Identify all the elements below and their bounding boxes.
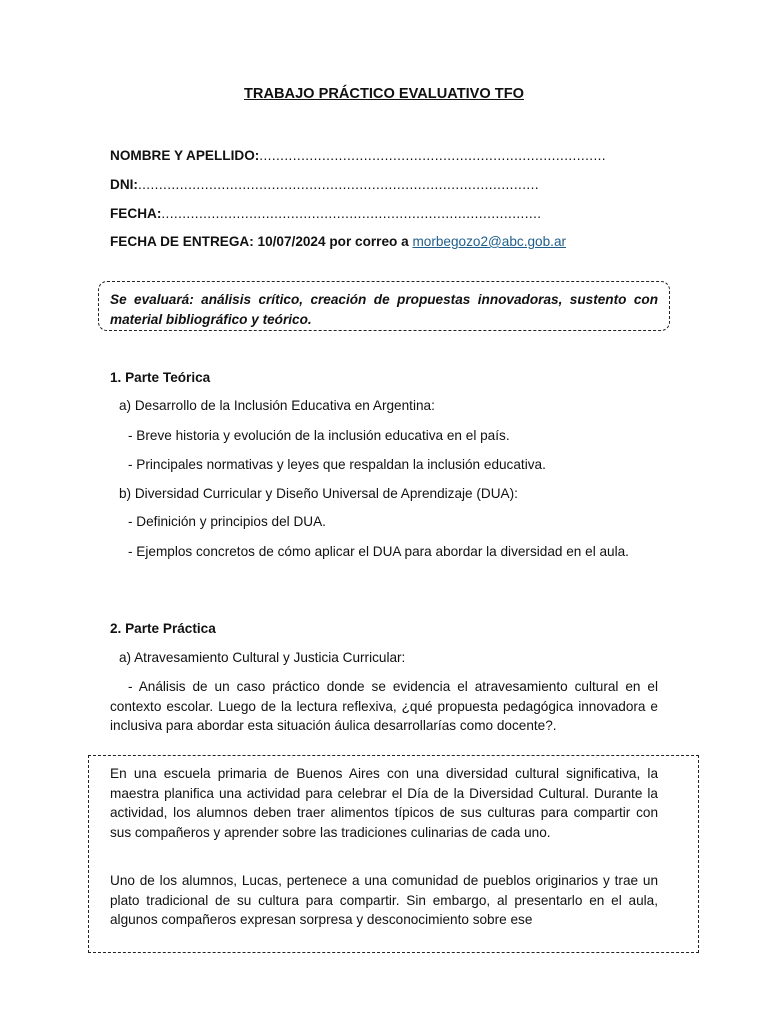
dni-field bbox=[110, 177, 539, 192]
fecha-label: FECHA: bbox=[110, 206, 162, 221]
part1-heading: 1. Parte Teórica bbox=[110, 370, 211, 385]
part1-a-item-2: - Principales normativas y leyes que respaldan la inclusión educativa. bbox=[128, 457, 546, 472]
case-paragraph-2: Uno de los alumnos, Lucas, pertenece a una comunidad de pueblos originarios y trae un plato tradicional de su cultura para compartir. Sin embargo, al presentarlo en el aula, algunos compañeros expresan sorpresa y desconocimiento sobre ese bbox=[110, 873, 658, 927]
fecha-entrega-label: FECHA DE ENTREGA: 10/07/2024 por correo a bbox=[110, 234, 409, 249]
part2-a-item-1: - Análisis de un caso práctico donde se evidencia el atravesamiento cultural en el contexto escolar. Luego de la lectura reflexiva, ¿qué propuesta pedagógica innovadora e inclusiva para abordar esta situación áulica desarrollarías como docente?. bbox=[110, 679, 658, 733]
fecha-dots: ........................................................................................... bbox=[161, 206, 542, 221]
case-paragraph-1: En una escuela primaria de Buenos Aires con una diversidad cultural significativa, la maestra planifica una actividad para celebrar el Día de la Diversidad Cultural. Durante la actividad, los alumnos deben traer alimentos típicos de sus culturas para compartir con sus compañeros y aprender sobre las tradiciones culinarias de cada uno. bbox=[110, 766, 658, 840]
part1-a-item-1: - Breve historia y evolución de la inclusión educativa en el país. bbox=[128, 428, 510, 443]
dni-label: DNI: bbox=[110, 177, 138, 192]
nombre-field bbox=[110, 148, 606, 163]
fecha-field bbox=[110, 206, 541, 221]
part2-heading: 2. Parte Práctica bbox=[110, 621, 216, 636]
part1-b-item-1: - Definición y principios del DUA. bbox=[128, 514, 326, 529]
part2-a-title: a) Atravesamiento Cultural y Justicia Curricular: bbox=[119, 650, 406, 665]
fecha-entrega-field bbox=[110, 234, 566, 249]
part1-b-title: b) Diversidad Curricular y Diseño Universal de Aprendizaje (DUA): bbox=[119, 486, 518, 501]
nombre-dots: ................................................................................... bbox=[259, 148, 606, 163]
email-link[interactable]: morbegozo2@abc.gob.ar bbox=[412, 234, 567, 249]
evaluation-criteria: Se evaluará: análisis crítico, creación de propuestas innovadoras, sustento con material bibliográfico y teórico. bbox=[110, 292, 658, 327]
part1-b-item-2: - Ejemplos concretos de cómo aplicar el DUA para abordar la diversidad en el aula. bbox=[128, 544, 629, 559]
document-title: TRABAJO PRÁCTICO EVALUATIVO TFO bbox=[244, 86, 524, 102]
dni-dots: ................................................................................................ bbox=[137, 177, 539, 192]
part1-a-title: a) Desarrollo de la Inclusión Educativa en Argentina: bbox=[119, 398, 435, 413]
nombre-label: NOMBRE Y APELLIDO: bbox=[110, 148, 260, 163]
